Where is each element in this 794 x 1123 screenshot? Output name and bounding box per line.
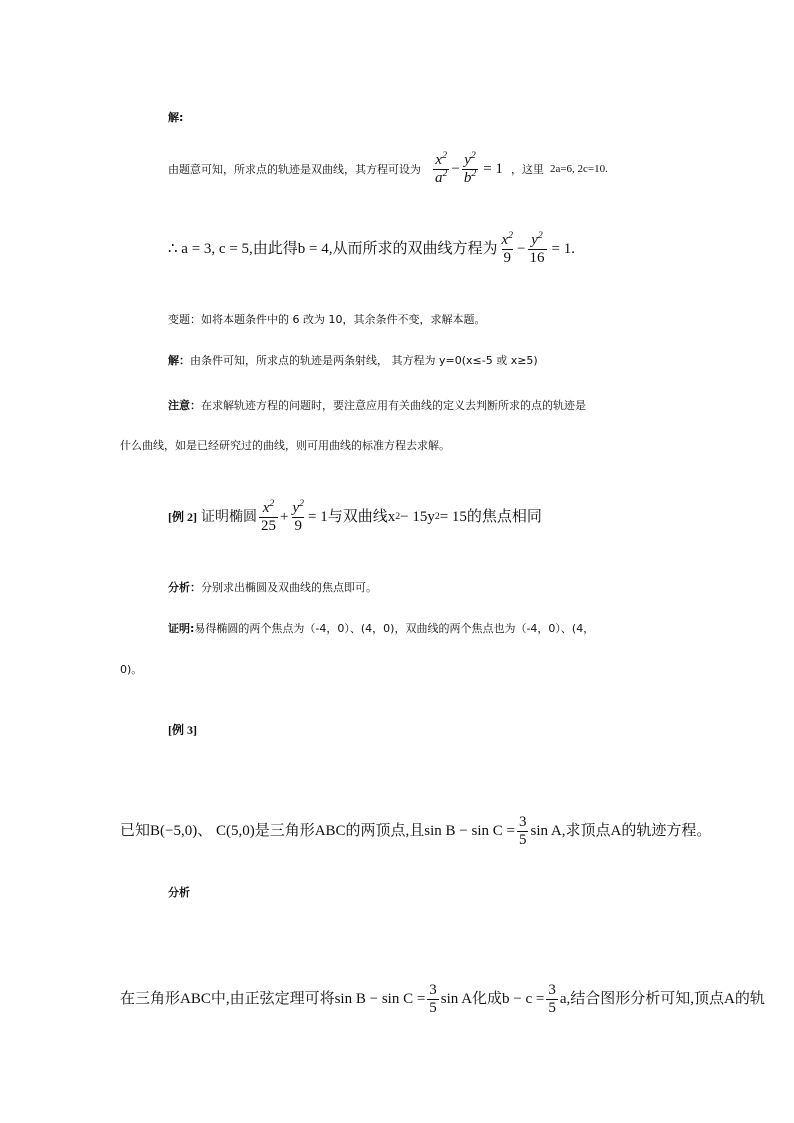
fraction-y2-16: $\frac{y^2}{16}$ xyxy=(529,230,545,266)
solution-line-1-values: 2a=6, 2c=10. xyxy=(549,162,608,175)
fraction-y2-9: $\frac{y^2}{9}$ xyxy=(292,498,305,534)
note-line-2: 什么曲线，如是已经研究过的曲线，则可用曲线的标准方程去求解。 xyxy=(120,439,450,452)
note-text-1: 在求解轨迹方程的问题时，要注意应用有关曲线的定义去判断所求的点的轨迹是 xyxy=(201,399,586,412)
fraction-3-5-a: $\frac{3}{5}$ xyxy=(429,982,437,1016)
analysis-3-text-b: sin A化成b − c = xyxy=(440,990,545,1007)
fraction-x2-9: $\frac{x^2}{9}$ xyxy=(501,230,514,266)
fraction-3-5: $\frac{3}{5}$ xyxy=(518,814,527,848)
example-3-label: [例 3] xyxy=(168,723,197,737)
variant-solution-text: 由条件可知，所求点的轨迹是两条射线， 其方程为 y=0(x≤-5 或 x≥5) xyxy=(190,354,538,367)
analysis-2 xyxy=(168,582,377,593)
fraction-y2-b2: $\frac{y^2}{b^2}$ xyxy=(463,150,477,186)
variant-solution xyxy=(168,355,538,366)
analysis-3-text-c: a,结合图形分析可知,顶点A的轨 xyxy=(559,990,765,1007)
fraction-x2-25: $\frac{x^2}{25}$ xyxy=(261,498,276,534)
solution-line-1-prefix: 由题意可知，所求点的轨迹是双曲线，其方程可设为 xyxy=(168,162,421,176)
example-2-statement: 证明椭圆 $\frac{x^2}{25}$ + $\frac{y^2}{9}$ = 1与双曲线x 2 − 15y 2 = 15的焦点相同 xyxy=(201,498,542,534)
analysis-3-statement xyxy=(120,982,765,1017)
example-3-text-b: sin A,求顶点A的轨迹方程。 xyxy=(530,822,712,839)
example-2 xyxy=(168,500,542,535)
proof-2-line-1 xyxy=(168,623,594,634)
proof-2-label: 证明: xyxy=(168,622,195,635)
note-label: 注意： xyxy=(168,399,201,412)
analysis-2-text: 分别求出椭圆及双曲线的焦点即可。 xyxy=(201,581,377,594)
hyperbola-result-equation: $\frac{x^2}{9}$ − $\frac{y^2}{16}$ = 1. xyxy=(501,230,575,266)
solution-line-1 xyxy=(168,152,608,187)
variant-problem: 变题：如将本题条件中的 6 改为 10，其余条件不变，求解本题。 xyxy=(168,313,486,326)
fraction-3-5-b: $\frac{3}{5}$ xyxy=(548,982,556,1016)
analysis-3-text-a: 在三角形ABC中,由正弦定理可将sin B − sin C = xyxy=(120,990,426,1007)
variant-solution-label: 解： xyxy=(168,354,190,367)
solution-line-2 xyxy=(168,232,575,267)
therefore-text: ∴ a = 3, c = 5,由此得b = 4,从而所求的双曲线方程为 xyxy=(168,240,498,257)
hyperbola-general-equation: $\frac{x^2}{a^2}$ − $\frac{y^2}{b^2}$ = 1 xyxy=(435,150,503,186)
solution-line-1-suffix: ，这里 xyxy=(510,162,544,176)
fraction-x2-a2: $\frac{x^2}{a^2}$ xyxy=(435,150,448,186)
example-2-label: [例 2] xyxy=(168,510,197,525)
note-line-1 xyxy=(168,400,586,411)
analysis-3-label: 分析 xyxy=(168,886,190,899)
proof-2-line-2: 0)。 xyxy=(120,663,143,676)
analysis-2-label: 分析： xyxy=(168,581,201,594)
solution-heading: 解: xyxy=(168,111,184,124)
example-3-statement xyxy=(120,814,711,849)
proof-2-text: 易得椭圆的两个焦点为（-4，0）、(4，0)，双曲线的两个焦点也为（-4，0）、(4， xyxy=(194,622,595,635)
example-3-text-a: 已知B(−5,0)、 C(5,0)是三角形ABC的两顶点,且sin B − sin C = xyxy=(120,822,515,839)
